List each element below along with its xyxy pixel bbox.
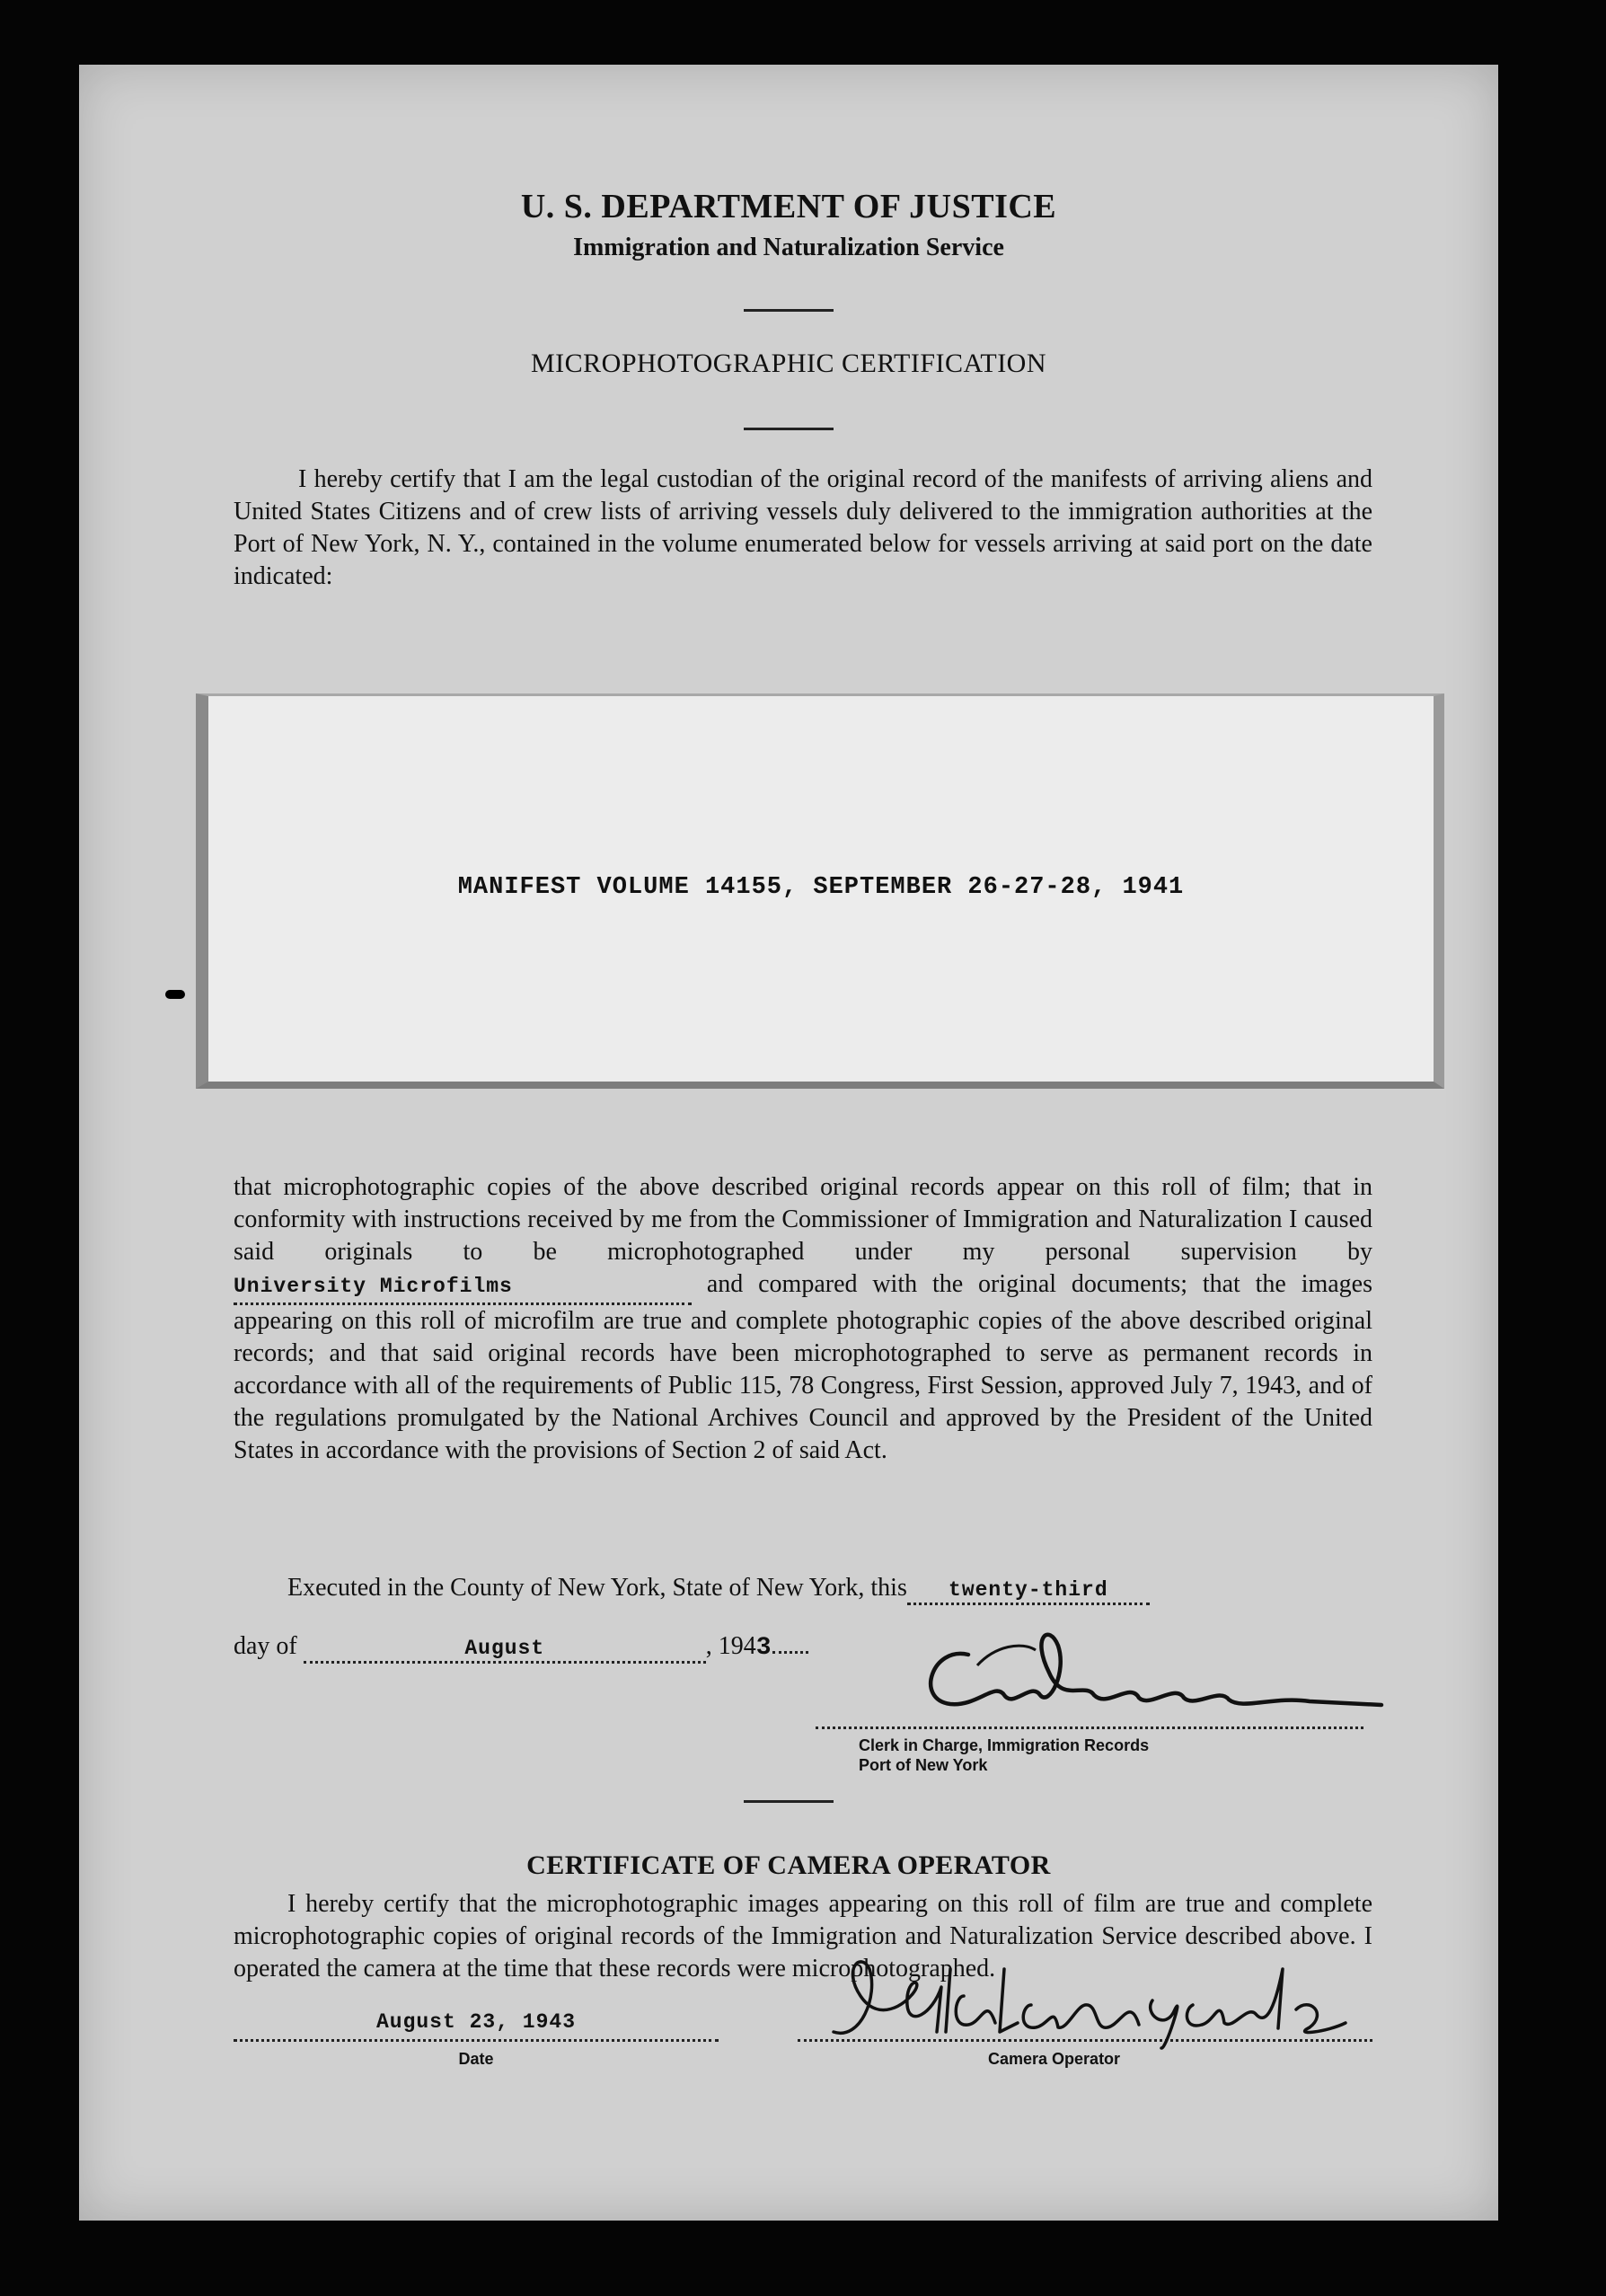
execution-line bbox=[287, 1574, 1150, 1605]
divider-rule bbox=[744, 428, 834, 430]
year-prefix: , 194 bbox=[705, 1632, 756, 1660]
body-paragraph bbox=[234, 1171, 1372, 1467]
intro-paragraph: I hereby certify that I am the legal custodian of the original record of the manifests of arriving aliens and United States Citizens and of crew lists of arriving vessels duly delivered to the immigration authorities at the Port of New York, N. Y., contained in the volume enumerated below for vessels arriving at said port on the date indicated: bbox=[234, 465, 1372, 590]
execution-day-value: twenty-third bbox=[949, 1578, 1108, 1602]
department-heading: U. S. DEPARTMENT OF JUSTICE bbox=[520, 188, 1057, 225]
certification-title: MICROPHOTOGRAPHIC CERTIFICATION bbox=[530, 349, 1047, 378]
manifest-volume-slip bbox=[196, 693, 1444, 1089]
execution-month-value: August bbox=[464, 1637, 545, 1660]
service-subheading: Immigration and Naturalization Service bbox=[573, 234, 1004, 261]
clerk-signature-icon bbox=[914, 1619, 1363, 1726]
microfilm-company-value: University Microfilms bbox=[234, 1275, 513, 1298]
execution-day-field bbox=[907, 1574, 1150, 1605]
divider-rule bbox=[744, 1800, 834, 1803]
film-mark bbox=[165, 990, 185, 999]
year-dots bbox=[772, 1651, 808, 1654]
camera-operator-signature-icon bbox=[807, 1942, 1346, 2050]
clerk-title-line1: Clerk in Charge, Immigration Records bbox=[859, 1736, 1150, 1754]
day-of-line bbox=[234, 1632, 808, 1664]
manifest-volume-text: MANIFEST VOLUME 14155, SEPTEMBER 26-27-28, 1941 bbox=[457, 874, 1185, 901]
execution-month-field bbox=[304, 1632, 706, 1664]
execution-prefix: Executed in the County of New York, State of New York, this bbox=[287, 1574, 907, 1602]
date-value: August 23, 1943 bbox=[375, 2010, 577, 2034]
divider-rule bbox=[744, 309, 834, 312]
body-paragraph-part2: and compared with the original documents; that the images appearing on this roll of microfilm are true and complete photographic copies of the above described original records; and that said original records have been microphotographed to serve as permanent records in accordance with all of the requirements of Public 115, 78 Congress, First Session, approved July 7, 1943, and of the regulations promulgated by the National Archives Council and approved by the President of the United States in accordance with the provisions of Section 2 of said Act. bbox=[234, 1270, 1373, 1464]
body-paragraph-part1: that microphotographic copies of the above described original records appear on this roll of film; that in conformity with instructions received by me from the Commissioner of Immigration and Naturalization I caused said originals to be microphotographed under my personal supervision by bbox=[234, 1173, 1372, 1266]
certificate-page bbox=[79, 65, 1498, 2221]
camera-certificate-paragraph: I hereby certify that the microphotographic images appearing on this roll of film are true and complete microphotographic copies of original records of the Immigration and Naturalization Service described above. I operated the camera at the time that these records were microphotographed. bbox=[234, 1890, 1372, 1983]
camera-certificate-title: CERTIFICATE OF CAMERA OPERATOR bbox=[526, 1850, 1051, 1880]
camera-operator-label: Camera Operator bbox=[988, 2050, 1121, 2068]
microfilm-company-field bbox=[234, 1268, 692, 1305]
day-of-label: day of bbox=[234, 1632, 297, 1660]
date-field bbox=[234, 2005, 719, 2042]
year-digit: 3 bbox=[755, 1634, 772, 1662]
date-label: Date bbox=[458, 2050, 494, 2068]
clerk-title-line2: Port of New York bbox=[859, 1756, 988, 1774]
clerk-title bbox=[859, 1735, 1149, 1775]
